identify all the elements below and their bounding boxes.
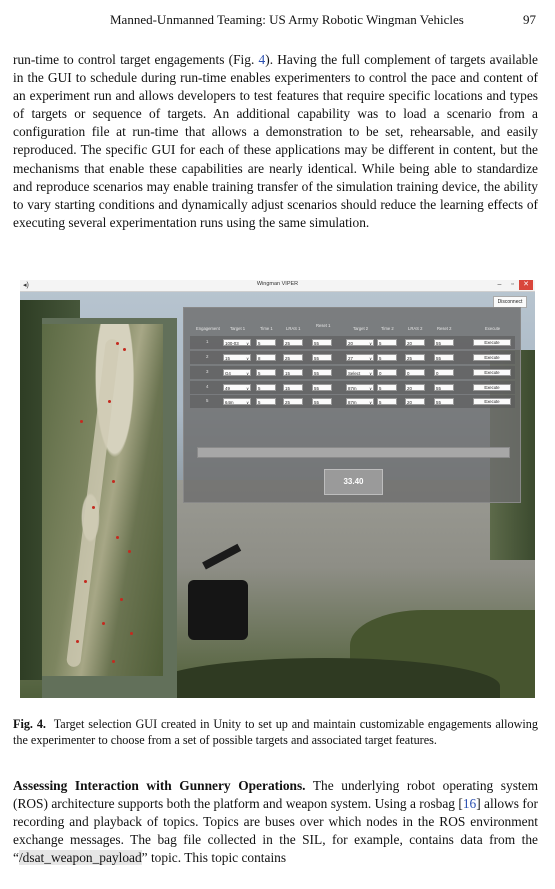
target-marker[interactable]	[102, 622, 105, 625]
execute-button[interactable]: Execute	[473, 398, 511, 405]
time-1-field[interactable]	[256, 384, 276, 391]
execute-button[interactable]: Execute	[473, 369, 511, 376]
cell-value: 27	[348, 356, 353, 361]
col-header-time-1: Time 1	[260, 326, 273, 331]
body-paragraph-2	[13, 777, 538, 867]
cell-value: 5	[379, 400, 382, 405]
cell-value: Select	[348, 371, 361, 376]
cell-value: 8	[258, 356, 261, 361]
lras-1-field[interactable]	[283, 369, 303, 376]
time-1-field[interactable]	[256, 398, 276, 405]
reset-1-field[interactable]	[312, 384, 332, 391]
cell-value: 0	[407, 371, 410, 376]
target-marker[interactable]	[128, 550, 131, 553]
engagement-number: 3	[206, 369, 209, 374]
cell-value: 55	[436, 386, 441, 391]
cell-value: 5	[379, 356, 382, 361]
figure-caption	[13, 716, 538, 748]
reset-1-field[interactable]	[312, 339, 332, 346]
execute-button[interactable]: Execute	[473, 354, 511, 361]
figure-4-screenshot	[20, 280, 535, 698]
target-marker[interactable]	[80, 420, 83, 423]
target-2-dropdown[interactable]	[346, 339, 374, 346]
running-header	[0, 12, 555, 28]
col-header-execute: Execute	[485, 326, 501, 331]
weapon-mount	[188, 580, 248, 640]
time-2-field[interactable]	[377, 384, 397, 391]
cell-value: 64m	[225, 400, 234, 405]
caption-text: Target selection GUI created in Unity to set up and maintain customizable engagements allowing the experimenter to choose from a set of possible targets and associated target features.	[13, 717, 538, 747]
chevron-down-icon: ∨	[369, 356, 372, 361]
page-number: 97	[523, 12, 536, 27]
cell-value: 55	[436, 356, 441, 361]
execute-button[interactable]: Execute	[473, 384, 511, 391]
reset-1-field[interactable]	[312, 398, 332, 405]
target-marker[interactable]	[116, 342, 119, 345]
target-1-dropdown[interactable]	[223, 339, 251, 346]
cell-value: 55	[436, 341, 441, 346]
time-1-field[interactable]	[256, 369, 276, 376]
chevron-down-icon: ∨	[369, 400, 372, 405]
para2-text-b: ] allows for recording and playback of topics. Topics are buses over which nodes in the ROS environment exchange messages. The bag file collected in the SIL, for example, contains data from the “	[13, 796, 538, 866]
cell-value: 20	[407, 341, 412, 346]
reset-2-field[interactable]	[434, 339, 454, 346]
lras-1-field[interactable]	[283, 339, 303, 346]
cell-value: 55	[314, 341, 319, 346]
cell-value: G4	[225, 371, 231, 376]
reset-2-field[interactable]	[434, 354, 454, 361]
target-1-dropdown[interactable]	[223, 384, 251, 391]
target-marker[interactable]	[112, 660, 115, 663]
reference-16-link[interactable]: 16	[462, 796, 477, 812]
cell-value: 25	[285, 341, 290, 346]
lras-1-field[interactable]	[283, 354, 303, 361]
chevron-down-icon: ∨	[246, 341, 249, 346]
target-marker[interactable]	[76, 640, 79, 643]
reset-1-field[interactable]	[312, 369, 332, 376]
para2-text-a: The underlying robot operating system (ROS) architecture supports both the platform and weapon system. Using a rosbag [	[13, 778, 538, 812]
cell-value: 5	[379, 341, 382, 346]
col-header-engagement: Engagement	[196, 326, 220, 331]
col-header-time-2: Time 2	[381, 326, 394, 331]
chevron-down-icon: ∨	[369, 371, 372, 376]
maximize-button[interactable]: ▫	[511, 281, 514, 288]
target-2-dropdown[interactable]	[346, 354, 374, 361]
chevron-down-icon: ∨	[246, 371, 249, 376]
cell-value: 55	[314, 356, 319, 361]
time-2-field[interactable]	[377, 369, 397, 376]
engagement-number: 4	[206, 384, 209, 389]
cell-value: 0	[436, 371, 439, 376]
cell-value: 100-03	[225, 341, 239, 346]
col-header-reset-1: Reset 1	[316, 323, 331, 328]
chevron-down-icon: ∨	[246, 356, 249, 361]
target-marker[interactable]	[130, 632, 133, 635]
time-1-field[interactable]	[256, 339, 276, 346]
para1-text-a: run-time to control target engagements (Fig.	[13, 52, 259, 67]
target-marker[interactable]	[116, 536, 119, 539]
cell-value: 55	[436, 400, 441, 405]
cell-value: 5	[258, 371, 261, 376]
cell-value: 25	[285, 356, 290, 361]
section-heading: Assessing Interaction with Gunnery Operations.	[13, 778, 306, 793]
lras-2-field[interactable]	[405, 339, 425, 346]
lras-1-field[interactable]	[283, 398, 303, 405]
status-bar	[197, 447, 510, 458]
target-2-dropdown[interactable]	[346, 369, 374, 376]
col-header-reset-2: Reset 2	[437, 326, 452, 331]
minimize-button[interactable]: –	[497, 281, 502, 288]
lras-2-field[interactable]	[405, 384, 425, 391]
col-header-lras-2: LRAS 2	[408, 326, 423, 331]
cell-value: 15	[285, 371, 290, 376]
body-paragraph-1	[13, 51, 538, 232]
reset-1-field[interactable]	[312, 354, 332, 361]
topic-name: /dsat_weapon_payload	[18, 850, 142, 866]
cell-value: 25	[407, 356, 412, 361]
para2-text-c: ” topic. This topic contains	[141, 850, 287, 866]
target-marker[interactable]	[108, 400, 111, 403]
cell-value: 20	[407, 400, 412, 405]
lras-1-field[interactable]	[283, 384, 303, 391]
engagement-number: 2	[206, 354, 209, 359]
target-marker[interactable]	[112, 480, 115, 483]
cell-value: 55	[314, 400, 319, 405]
para1-text-b: ). Having the full complement of targets available in the GUI to schedule during run-time enables experimenters to control the pace and content of an experiment run and allows developers to test features that require specific locations and types of targets or sequence of targets. An additional capability was to load a scenario from a configuration file at run-time that allows a demonstration to be set, rehearsable, and easily reproduced. The specific GUI for each of these applications may be different in content, but the mechanisms that enable these capabilities are nearly identical. While being able to standardize and reproduce scenarios may enable training transfer of the simulation training device, the ability to vary starting conditions and dynamically adjust scenarios should reduce the learning effects of executing several experimentation runs using the same simulation.	[13, 52, 539, 230]
cell-value: 87m	[348, 386, 357, 391]
cell-value: 25	[285, 400, 290, 405]
time-1-field[interactable]	[256, 354, 276, 361]
target-2-dropdown[interactable]	[346, 398, 374, 405]
target-2-dropdown[interactable]	[346, 384, 374, 391]
chevron-down-icon: ∨	[246, 400, 249, 405]
time-2-field[interactable]	[377, 398, 397, 405]
cell-value: 5	[258, 386, 261, 391]
target-1-dropdown[interactable]	[223, 369, 251, 376]
cell-value: 15	[225, 356, 230, 361]
cell-value: 5	[379, 386, 382, 391]
reset-2-field[interactable]	[434, 369, 454, 376]
cell-value: 15	[285, 386, 290, 391]
target-marker[interactable]	[120, 598, 123, 601]
target-1-dropdown[interactable]	[223, 398, 251, 405]
figure-4-link[interactable]: 4	[258, 52, 266, 67]
time-2-field[interactable]	[377, 354, 397, 361]
col-header-lras-1: LRAS 1	[286, 326, 301, 331]
cell-value: 20	[348, 341, 353, 346]
engagement-number: 5	[206, 398, 209, 403]
col-header-target-1: Target 1	[230, 326, 246, 331]
reset-2-field[interactable]	[434, 384, 454, 391]
disconnect-button[interactable]: Disconnect	[493, 296, 527, 308]
reset-2-field[interactable]	[434, 398, 454, 405]
caption-label: Fig. 4.	[13, 717, 46, 731]
lras-2-field[interactable]	[405, 354, 425, 361]
cell-value: 87m	[348, 400, 357, 405]
target-marker[interactable]	[84, 580, 87, 583]
timer-display: 33.40	[324, 469, 383, 495]
cell-value: 5	[258, 341, 261, 346]
cell-value: 49	[225, 386, 230, 391]
cell-value: 0	[379, 371, 382, 376]
window-title: Wingman VIPER	[256, 281, 299, 287]
lras-2-field[interactable]	[405, 369, 425, 376]
chevron-down-icon: ∨	[246, 386, 249, 391]
lras-2-field[interactable]	[405, 398, 425, 405]
target-marker[interactable]	[92, 506, 95, 509]
running-title: Manned-Unmanned Teaming: US Army Robotic Wingman Vehicles	[110, 12, 464, 27]
engagement-number: 1	[206, 339, 209, 344]
chevron-down-icon: ∨	[369, 341, 372, 346]
execute-button[interactable]: Execute	[473, 339, 511, 346]
window-titlebar	[20, 280, 535, 292]
target-1-dropdown[interactable]	[223, 354, 251, 361]
cell-value: 5	[258, 400, 261, 405]
close-button[interactable]: ✕	[519, 280, 533, 290]
cell-value: 20	[407, 386, 412, 391]
time-2-field[interactable]	[377, 339, 397, 346]
app-icon: ◂)	[23, 282, 29, 289]
col-header-target-2: Target 2	[353, 326, 369, 331]
target-marker[interactable]	[123, 348, 126, 351]
chevron-down-icon: ∨	[369, 386, 372, 391]
cell-value: 55	[314, 371, 319, 376]
cell-value: 55	[314, 386, 319, 391]
